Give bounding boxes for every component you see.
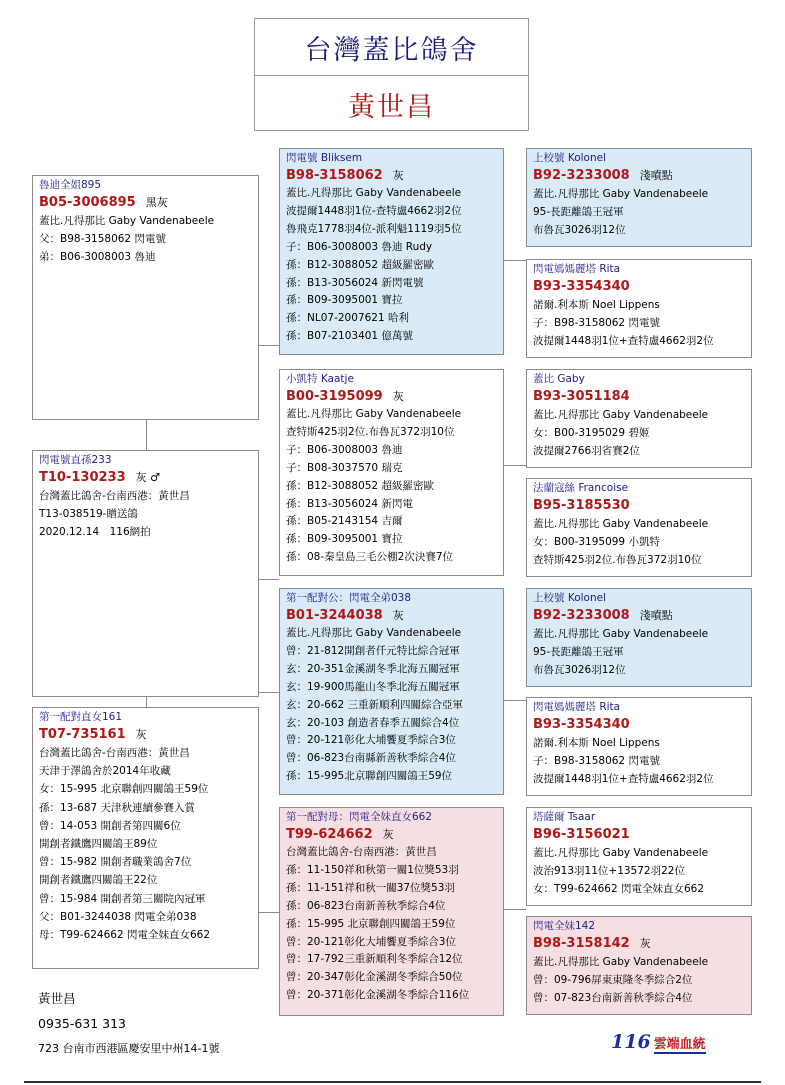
pigeon-name: 蓋比 Gaby — [533, 373, 585, 385]
detail-line: 子：B98-3158062 閃電號 — [533, 755, 660, 768]
loft-name: 台灣蓋比鴿舍 — [255, 19, 528, 76]
detail-line: 95-長距離鴿王冠軍 — [533, 646, 624, 659]
detail-line: 父：B01-3244038 閃電全弟038 — [39, 910, 197, 923]
detail-line: 孫：08-秦皇島三毛公棚2次決賽7位 — [286, 551, 454, 564]
sire-dam-card — [279, 369, 504, 576]
detail-line: 諾爾.利本斯 Noel Lippens — [533, 299, 660, 311]
pigeon-color: 灰 — [135, 728, 147, 741]
detail-line: 波提爾1448羽1位+查特盧4662羽2位 — [533, 773, 714, 786]
logo-number: 116 — [611, 1031, 651, 1053]
detail-line: 孫：11-150祥和秋第一關1位獎53羽 — [286, 863, 459, 876]
pigeon-name: 閃電號直孫233 — [39, 454, 112, 466]
detail-line: 母：T99-624662 閃電全妹直女662 — [39, 929, 211, 942]
detail-line: 弟：B06-3008003 魯迪 — [39, 251, 156, 264]
pigeon-name: 上校號 Kolonel — [533, 592, 606, 604]
detail-line: 布魯瓦3026羽12位 — [533, 664, 626, 677]
connector — [259, 579, 279, 580]
detail-line: 孫：15-995北京聯創四關鴿王59位 — [286, 770, 453, 783]
detail-line: 布魯瓦3026羽12位 — [533, 224, 626, 237]
detail-line: 玄：19-900馬龍山冬季北海五關冠軍 — [286, 680, 460, 693]
detail-line: 子：B06-3008003 魯迪 — [286, 443, 403, 456]
detail-line: 曾：09-796屏東東隆冬季綜合2位 — [533, 974, 693, 987]
owner-contact — [38, 986, 219, 1061]
detail-line: 曾：20-347彰化金溪湖冬季綜合50位 — [286, 971, 463, 984]
detail-line: 女：15-995 北京聯創四關鴿王59位 — [39, 783, 209, 796]
connector — [504, 700, 526, 701]
detail-line: 孫：B12-3088052 超級羅密歐 — [286, 479, 434, 492]
owner-name: 黃世昌 — [38, 991, 76, 1006]
ring-number — [39, 193, 252, 212]
sd-sire-card — [526, 369, 752, 468]
detail-line: 蓋比.凡得那比 Gaby Vandenabeele — [533, 518, 709, 530]
detail-line: 2020.12.14 116網拍 — [39, 526, 151, 539]
detail-line: 蓋比.凡得那比 Gaby Vandenabeele — [39, 215, 215, 227]
ring-number — [39, 468, 252, 487]
ring-number — [286, 166, 497, 185]
ring-number — [533, 277, 745, 296]
detail-line: 查特斯425羽2位.布魯瓦372羽10位 — [286, 425, 455, 438]
dam-card — [32, 707, 259, 969]
detail-line: 子：B08-3037570 瑞克 — [286, 461, 403, 474]
detail-line: 孫：NL07-2007621 哈利 — [286, 312, 409, 325]
ring-number — [533, 934, 745, 953]
owner-address: 723 台南市西港區慶安里中州14-1號 — [38, 1042, 220, 1055]
title-box — [254, 18, 529, 131]
sire-sire-card — [279, 148, 504, 355]
sd-dam-card — [526, 478, 752, 577]
detail-line: 孫：B13-3056024 新閃電 — [286, 497, 413, 510]
detail-line: 蓋比.凡得那比 Gaby Vandenabeele — [286, 408, 462, 420]
pigeon-color: 灰 — [392, 390, 404, 403]
pigeon-name: 閃電媽媽麗塔 Rita — [533, 701, 621, 713]
pigeon-color: 淺噴點 — [639, 169, 673, 182]
pigeon-color: 灰 — [639, 937, 651, 950]
detail-line: 蓋比.凡得那比 Gaby Vandenabeele — [286, 627, 462, 639]
pigeon-color: 黑灰 — [145, 196, 168, 209]
detail-line: 蓋比.凡得那比 Gaby Vandenabeele — [533, 628, 709, 640]
owner-title: 黃世昌 — [348, 91, 435, 123]
footer-divider — [24, 1081, 761, 1083]
connector — [259, 345, 279, 346]
detail-line: 曾：15-982 開創者職業鴿舍7位 — [39, 856, 192, 869]
pigeon-color: 灰 — [382, 828, 394, 841]
detail-line: 波提爾2766羽省賽2位 — [533, 445, 640, 458]
dam-dam-card — [279, 807, 504, 1016]
ring-id: T10-130233 — [39, 470, 126, 485]
detail-line: 孫：B09-3095001 寶拉 — [286, 533, 403, 546]
detail-line: 曾：21-812開創者仟元特比綜合冠軍 — [286, 644, 460, 657]
ring-number — [286, 387, 497, 406]
detail-line: 子：B98-3158062 閃電號 — [533, 317, 660, 330]
pigeon-name: 閃電媽媽麗塔 Rita — [533, 263, 621, 275]
ring-number — [39, 725, 252, 744]
connector — [504, 465, 526, 466]
ring-id: B93-3354340 — [533, 279, 630, 294]
ring-number — [533, 825, 745, 844]
detail-line: 孫：06-823台南新善秋季綜合4位 — [286, 899, 446, 912]
detail-line: 蓋比.凡得那比 Gaby Vandenabeele — [286, 187, 462, 199]
detail-line: 子：B06-3008003 魯迪 Rudy — [286, 240, 433, 253]
detail-line: 查特斯425羽2位.布魯瓦372羽10位 — [533, 554, 702, 567]
ring-number — [286, 825, 497, 844]
pigeon-name: 第一配對公：閃電全弟038 — [286, 592, 412, 604]
logo-text: 雲端血統 — [654, 1033, 706, 1054]
detail-line: 孫：B12-3088052 超級羅密歐 — [286, 258, 434, 271]
detail-line: T13-038519-贈送鴿 — [39, 508, 138, 521]
connector — [146, 697, 147, 707]
detail-line: 諾爾.利本斯 Noel Lippens — [533, 737, 660, 749]
detail-line: 台灣蓋比鴿舍-台南西港：黃世昌 — [39, 490, 190, 502]
detail-line: 天津于澤鴿舍於2014年收藏 — [39, 765, 171, 778]
detail-line: 孫：B13-3056024 新閃電號 — [286, 276, 424, 289]
ring-number — [533, 606, 745, 625]
detail-line: 女：B00-3195099 小凱特 — [533, 536, 660, 549]
connector — [504, 909, 526, 910]
detail-line: 曾：20-371彰化金溪湖冬季綜合116位 — [286, 989, 470, 1002]
sire-card — [32, 175, 259, 420]
subject-card — [32, 450, 259, 697]
ds-sire-card — [526, 588, 752, 687]
detail-line: 蓋比.凡得那比 Gaby Vandenabeele — [533, 409, 709, 421]
ring-id: B00-3195099 — [286, 389, 383, 404]
detail-line: 父：B98-3158062 閃電號 — [39, 233, 166, 246]
detail-line: 曾：17-792三重新順利冬季綜合12位 — [286, 953, 463, 966]
connector — [259, 912, 279, 913]
detail-line: 曾：20-121彰化大埔饗夏季綜合3位 — [286, 734, 456, 747]
ring-number — [533, 387, 745, 406]
ring-id: T99-624662 — [286, 827, 373, 842]
detail-line: 玄：20-351金溪湖冬季北海五關冠軍 — [286, 662, 460, 675]
dam-sire-card — [279, 588, 504, 795]
detail-line: 曾：20-121彰化大埔饗夏季綜合3位 — [286, 935, 456, 948]
detail-line: 波治913羽11位+13572羽22位 — [533, 865, 685, 878]
detail-line: 開創者鐵鷹四關鴿王22位 — [39, 874, 158, 887]
detail-line: 女：B00-3195029 碧姬 — [533, 427, 650, 440]
detail-line: 孫：13-687 天津秋連續參賽入賞 — [39, 801, 196, 814]
detail-line: 曾：06-823台南縣新善秋季綜合4位 — [286, 752, 456, 765]
pigeon-name: 小凱特 Kaatje — [286, 373, 354, 385]
detail-line: 95-長距離鴿王冠軍 — [533, 206, 624, 219]
detail-line: 曾：07-823台南新善秋季綜合4位 — [533, 992, 693, 1005]
detail-line: 蓋比.凡得那比 Gaby Vandenabeele — [533, 188, 709, 200]
pigeon-name: 閃電號 Bliksem — [286, 152, 363, 164]
connector — [504, 260, 526, 261]
detail-line: 曾：15-984 開創者第三關院內冠軍 — [39, 892, 206, 905]
ring-id: B93-3051184 — [533, 389, 630, 404]
pigeon-name: 上校號 Kolonel — [533, 152, 606, 164]
owner-phone: 0935-631 313 — [38, 1016, 127, 1031]
detail-line: 蓋比.凡得那比 Gaby Vandenabeele — [533, 847, 709, 859]
ring-id: B92-3233008 — [533, 608, 630, 623]
ring-number — [533, 496, 745, 515]
ring-id: B98-3158062 — [286, 168, 383, 183]
detail-line: 台灣蓋比鴿舍-台南西港：黃世昌 — [39, 747, 190, 759]
detail-line: 台灣蓋比鴿舍-台南西港：黃世昌 — [286, 846, 437, 858]
detail-line: 玄：20-103 創造者春季五關綜合4位 — [286, 716, 460, 729]
pigeon-color: 淺噴點 — [639, 609, 673, 622]
detail-line: 女：T99-624662 閃電全妹直女662 — [533, 883, 705, 896]
ring-id: B93-3354340 — [533, 717, 630, 732]
connector — [146, 420, 147, 450]
detail-line: 曾：14-053 開創者第四關6位 — [39, 819, 181, 832]
detail-line: 孫：B09-3095001 寶拉 — [286, 294, 403, 307]
detail-line: 開創者鐵鷹四關鴿王89位 — [39, 838, 158, 851]
ring-number — [533, 166, 745, 185]
detail-line: 波提爾1448羽1位-查特盧4662羽2位 — [286, 204, 462, 217]
detail-line: 孫：11-151祥和秋一關37位獎53羽 — [286, 881, 455, 894]
pigeon-color: 灰 — [392, 169, 404, 182]
ring-id: B95-3185530 — [533, 498, 630, 513]
ring-id: B92-3233008 — [533, 168, 630, 183]
detail-line: 孫：15-995 北京聯創四關鴿王59位 — [286, 917, 456, 930]
detail-line: 魯飛克1778羽4位-派利魁1119羽5位 — [286, 222, 462, 235]
pigeon-name: 法蘭寇絲 Francoise — [533, 482, 629, 494]
ring-id: B96-3156021 — [533, 827, 630, 842]
detail-line: 蓋比.凡得那比 Gaby Vandenabeele — [533, 956, 709, 968]
pigeon-name: 塔薩爾 Tsaar — [533, 811, 596, 823]
ring-id: B01-3244038 — [286, 608, 383, 623]
pigeon-color: 灰 ♂ — [135, 471, 160, 484]
ss-dam-card — [526, 259, 752, 358]
dd-sire-card — [526, 807, 752, 906]
ring-id: B98-3158142 — [533, 936, 630, 951]
pigeon-name: 閃電全妹142 — [533, 920, 596, 932]
ds-dam-card — [526, 697, 752, 796]
ring-number — [286, 606, 497, 625]
ring-id: B05-3006895 — [39, 195, 136, 210]
ring-id: T07-735161 — [39, 727, 126, 742]
connector — [259, 692, 279, 693]
detail-line: 波提爾1448羽1位+查特盧4662羽2位 — [533, 335, 714, 348]
dd-dam-card — [526, 916, 752, 1015]
pigeon-name: 魯迪全姐895 — [39, 179, 102, 191]
pigeon-color: 灰 — [392, 609, 404, 622]
detail-line: 玄：20-662 三重新順利四關綜合亞軍 — [286, 698, 464, 711]
pigeon-name: 第一配對直女161 — [39, 711, 123, 723]
detail-line: 孫：B07-2103401 億萬號 — [286, 330, 413, 343]
ring-number — [533, 715, 745, 734]
brand-logo — [611, 1031, 706, 1054]
ss-sire-card — [526, 148, 752, 247]
pigeon-name: 第一配對母：閃電全妹直女662 — [286, 811, 433, 823]
detail-line: 孫：B05-2143154 吉爾 — [286, 515, 403, 528]
